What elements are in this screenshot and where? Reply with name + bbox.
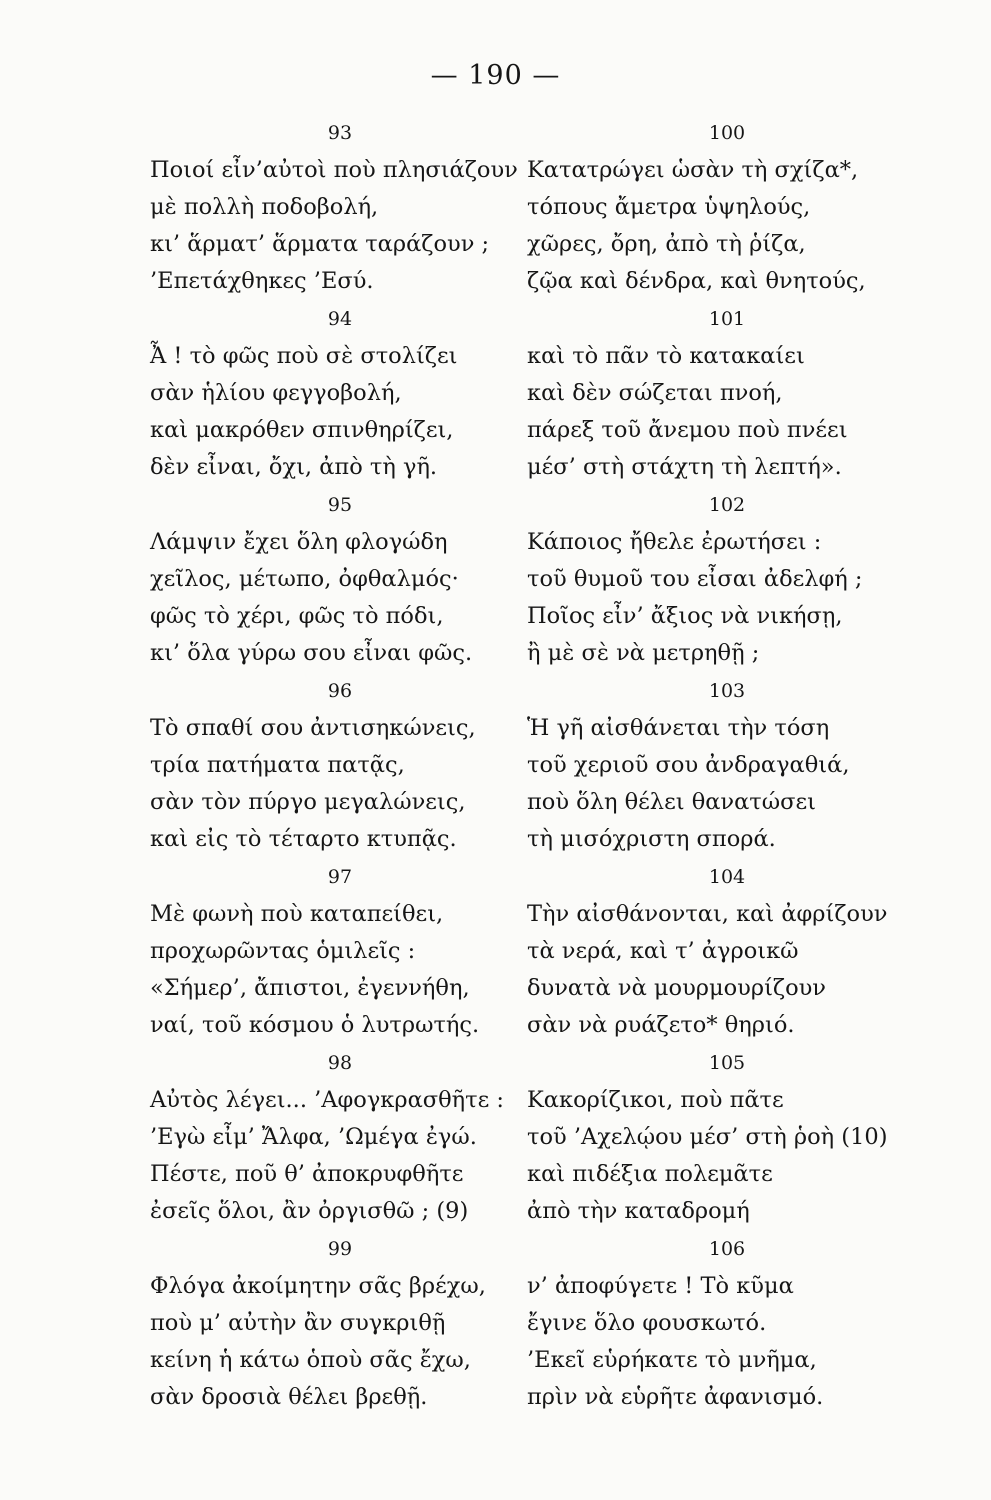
verse-line: ποὺ μ’ αὐτὴν ἂν συγκριθῇ [150, 1310, 446, 1336]
stanza [150, 1048, 520, 1234]
verse-line: κείνη ἡ κάτω ὁποὺ σᾶς ἔχω, [150, 1347, 471, 1373]
verse-line: φῶς τὸ χέρι, φῶς τὸ πόδι, [150, 603, 444, 629]
verse-line: κι’ ἅρματ’ ἅρματα ταράζουν ; [150, 231, 490, 257]
stanza [150, 862, 520, 1048]
stanza [150, 304, 520, 490]
stanza-number: 95 [327, 494, 353, 516]
verse-line: Κατατρώγει ὡσὰν τὴ σχίζα*, [527, 157, 859, 183]
stanza-number: 104 [708, 866, 746, 888]
stanza [150, 490, 520, 676]
verse-line: σὰν δροσιὰ θέλει βρεθῇ. [150, 1384, 428, 1410]
stanza-number: 101 [708, 308, 746, 330]
stanza [150, 676, 520, 862]
verse-line: «Σήμερ’, ἄπιστοι, ἐγεννήθη, [150, 975, 470, 1001]
verse-line: σὰν τὸν πύργο μεγαλώνεις, [150, 789, 466, 815]
verse-line: τὴ μισόχριστη σπορά. [527, 826, 776, 852]
stanza [150, 118, 520, 304]
stanza-number: 93 [327, 122, 353, 144]
verse-line: μὲ πολλὴ ποδοβολή, [150, 194, 379, 220]
verse-line: ἔγινε ὅλο φουσκωτό. [527, 1310, 767, 1336]
verse-line: ’Εγὼ εἶμ’ Ἄλφα, ’Ωμέγα ἐγώ. [150, 1124, 477, 1150]
verse-line: Ἡ γῆ αἰσθάνεται τὴν τόση [527, 715, 830, 741]
stanza-number: 97 [327, 866, 353, 888]
left-column [150, 118, 520, 1420]
verse-line: προχωρῶντας ὁμιλεῖς : [150, 938, 416, 964]
stanza-number: 106 [708, 1238, 746, 1260]
verse-line: Ἆ ! τὸ φῶς ποὺ σὲ στολίζει [150, 343, 458, 369]
verse-line: χῶρες, ὄρη, ἀπὸ τὴ ῥίζα, [527, 231, 806, 257]
stanza [527, 118, 917, 304]
verse-line: τὰ νερά, καὶ τ’ ἀγροικῶ [527, 938, 799, 964]
verse-line: ζῷα καὶ δένδρα, καὶ θνητούς, [527, 268, 866, 294]
verse-line: ναί, τοῦ κόσμου ὁ λυτρωτής. [150, 1012, 480, 1038]
verse-line: ν’ ἀποφύγετε ! Τὸ κῦμα [527, 1273, 794, 1299]
verse-line: δὲν εἶναι, ὄχι, ἀπὸ τὴ γῆ. [150, 454, 438, 480]
verse-line: τοῦ θυμοῦ του εἶσαι ἀδελφή ; [527, 566, 863, 592]
verse-line: Ποῖος εἶν’ ἄξιος νὰ νικήσῃ, [527, 603, 843, 629]
verse-line: καὶ μακρόθεν σπινθηρίζει, [150, 417, 454, 443]
verse-line: πρὶν νὰ εὑρῆτε ἀφανισμό. [527, 1384, 824, 1410]
stanza-number: 94 [327, 308, 353, 330]
verse-line: τοῦ χεριοῦ σου ἀνδραγαθιά, [527, 752, 850, 778]
verse-line: ἐσεῖς ὅλοι, ἂν ὀργισθῶ ; (9) [150, 1198, 469, 1224]
stanza [527, 676, 917, 862]
verse-line: ἀπὸ τὴν καταδρομή [527, 1198, 750, 1224]
verse-line: Αὐτὸς λέγει... ’Αφογκρασθῆτε : [150, 1087, 504, 1113]
verse-line: σὰν νὰ ρυάζετο* θηριό. [527, 1012, 795, 1038]
verse-line: ἢ μὲ σὲ νὰ μετρηθῇ ; [527, 640, 760, 666]
verse-line: Πέστε, ποῦ θ’ ἀποκρυφθῆτε [150, 1161, 464, 1187]
stanza-number: 103 [708, 680, 746, 702]
stanza [527, 490, 917, 676]
verse-line: Τὴν αἰσθάνονται, καὶ ἀφρίζουν [527, 901, 888, 927]
verse-line: Φλόγα ἀκοίμητην σᾶς βρέχω, [150, 1273, 486, 1299]
verse-line: πάρεξ τοῦ ἄνεμου ποὺ πνέει [527, 417, 848, 443]
verse-line: καὶ πιδέξια πολεμᾶτε [527, 1161, 773, 1187]
verse-line: κι’ ὅλα γύρω σου εἶναι φῶς. [150, 640, 473, 666]
verse-line: χεῖλος, μέτωπο, ὀφθαλμός· [150, 566, 459, 592]
verse-line: Λάμψιν ἔχει ὅλη φλογώδη [150, 529, 448, 555]
verse-line: σὰν ἡλίου φεγγοβολή, [150, 380, 402, 406]
verse-line: ’Επετάχθηκες ’Εσύ. [150, 268, 374, 294]
stanza [527, 1234, 917, 1420]
verse-line: Κάποιος ἤθελε ἐρωτήσει : [527, 529, 822, 555]
stanza [527, 304, 917, 490]
verse-line: καὶ τὸ πᾶν τὸ κατακαίει [527, 343, 805, 369]
verse-line: Τὸ σπαθί σου ἀντισηκώνεις, [150, 715, 476, 741]
stanza-number: 105 [708, 1052, 746, 1074]
stanza [527, 862, 917, 1048]
right-column [527, 118, 917, 1420]
page-number: — 190 — [430, 60, 561, 91]
verse-line: καὶ δὲν σώζεται πνοή, [527, 380, 783, 406]
stanza-number: 98 [327, 1052, 353, 1074]
stanza-number: 96 [327, 680, 353, 702]
stanza [150, 1234, 520, 1420]
verse-line: Ποιοί εἶν’αὐτοὶ ποὺ πλησιάζουν [150, 157, 518, 183]
verse-line: καὶ εἰς τὸ τέταρτο κτυπᾷς. [150, 826, 457, 852]
verse-line: ’Εκεῖ εὑρήκατε τὸ μνῆμα, [527, 1347, 817, 1373]
verse-line: Κακορίζικοι, ποὺ πᾶτε [527, 1087, 784, 1113]
stanza-number: 102 [708, 494, 746, 516]
verse-line: τόπους ἄμετρα ὑψηλούς, [527, 194, 811, 220]
verse-line: τοῦ ’Αχελῴου μέσ’ στὴ ῥοὴ (10) [527, 1124, 888, 1150]
verse-line: δυνατὰ νὰ μουρμουρίζουν [527, 975, 826, 1001]
verse-line: μέσ’ στὴ στάχτη τὴ λεπτή». [527, 454, 842, 480]
stanza-number: 100 [708, 122, 746, 144]
verse-line: τρία πατήματα πατᾷς, [150, 752, 405, 778]
stanza [527, 1048, 917, 1234]
verse-line: Μὲ φωνὴ ποὺ καταπείθει, [150, 901, 444, 927]
verse-line: ποὺ ὅλη θέλει θανατώσει [527, 789, 816, 815]
stanza-number: 99 [327, 1238, 353, 1260]
